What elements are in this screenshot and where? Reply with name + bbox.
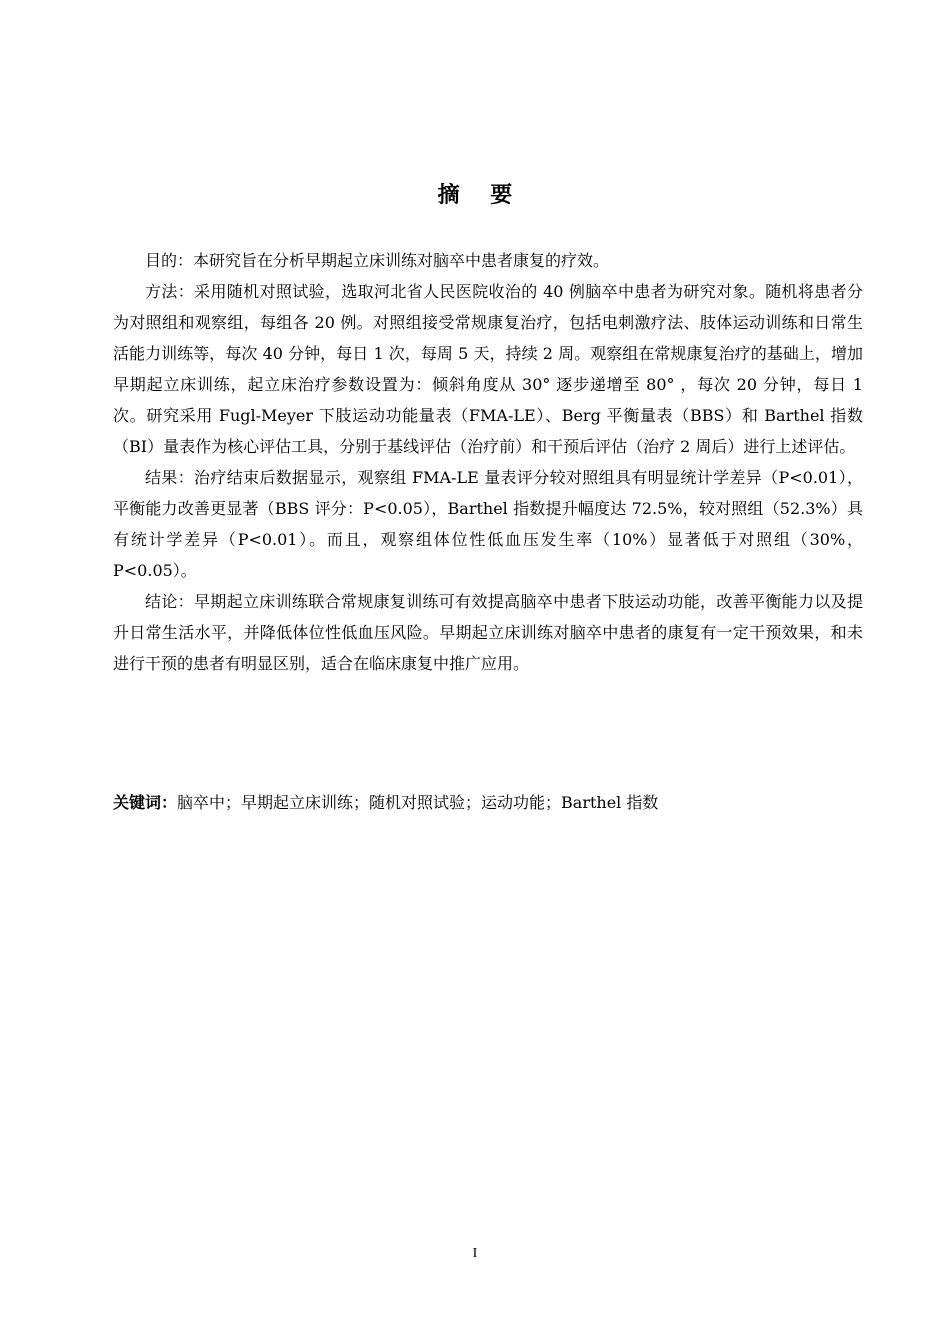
results-paragraph: 结果：治疗结束后数据显示，观察组 FMA-LE 量表评分较对照组具有明显统计学差异（P<0.01），平衡能力改善更显著（BBS 评分：P<0.05），Barthel 指数提升幅度达 72.5%，较对照组（52.3%）具有统计学差异（P<0.01）。而且，观察组体位性低血压发生率（10%）显著低于对照组（30%，P<0.05）。 xyxy=(113,468,863,580)
abstract-body xyxy=(113,245,863,679)
keywords-line xyxy=(113,789,863,817)
objective-paragraph: 目的：本研究旨在分析早期起立床训练对脑卒中患者康复的疗效。 xyxy=(145,251,610,270)
keywords-text: 脑卒中；早期起立床训练；随机对照试验；运动功能；Barthel 指数 xyxy=(177,793,659,812)
abstract-title: 摘 要 xyxy=(437,183,513,208)
page-number: I xyxy=(472,1246,478,1261)
keywords-label: 关键词： xyxy=(113,793,178,812)
methods-paragraph: 方法：采用随机对照试验，选取河北省人民医院收治的 40 例脑卒中患者为研究对象。随机将患者分为对照组和观察组，每组各 20 例。对照组接受常规康复治疗，包括电刺激疗法、肢体运动训练和日常生活能力训练等，每次 40 分钟，每日 1 次，每周 5 天，持续 2 周。观察组在常规康复治疗的基础上，增加早期起立床训练，起立床治疗参数设置为：倾斜角度从 30° 逐步递增至 80° ，每次 20 分钟，每日 1 次。研究采用 Fugl-Meyer 下肢运动功能量表（FMA-LE）、Berg 平衡量表（BBS）和 Barthel 指数（BI）量表作为核心评估工具，分别于基线评估（治疗前）和干预后评估（治疗 2 周后）进行上述评估。 xyxy=(113,282,863,456)
conclusion-paragraph: 结论：早期起立床训练联合常规康复训练可有效提高脑卒中患者下肢运动功能，改善平衡能力以及提升日常生活水平，并降低体位性低血压风险。早期起立床训练对脑卒中患者的康复有一定干预效果，和未进行干预的患者有明显区别，适合在临床康复中推广应用。 xyxy=(113,592,863,673)
